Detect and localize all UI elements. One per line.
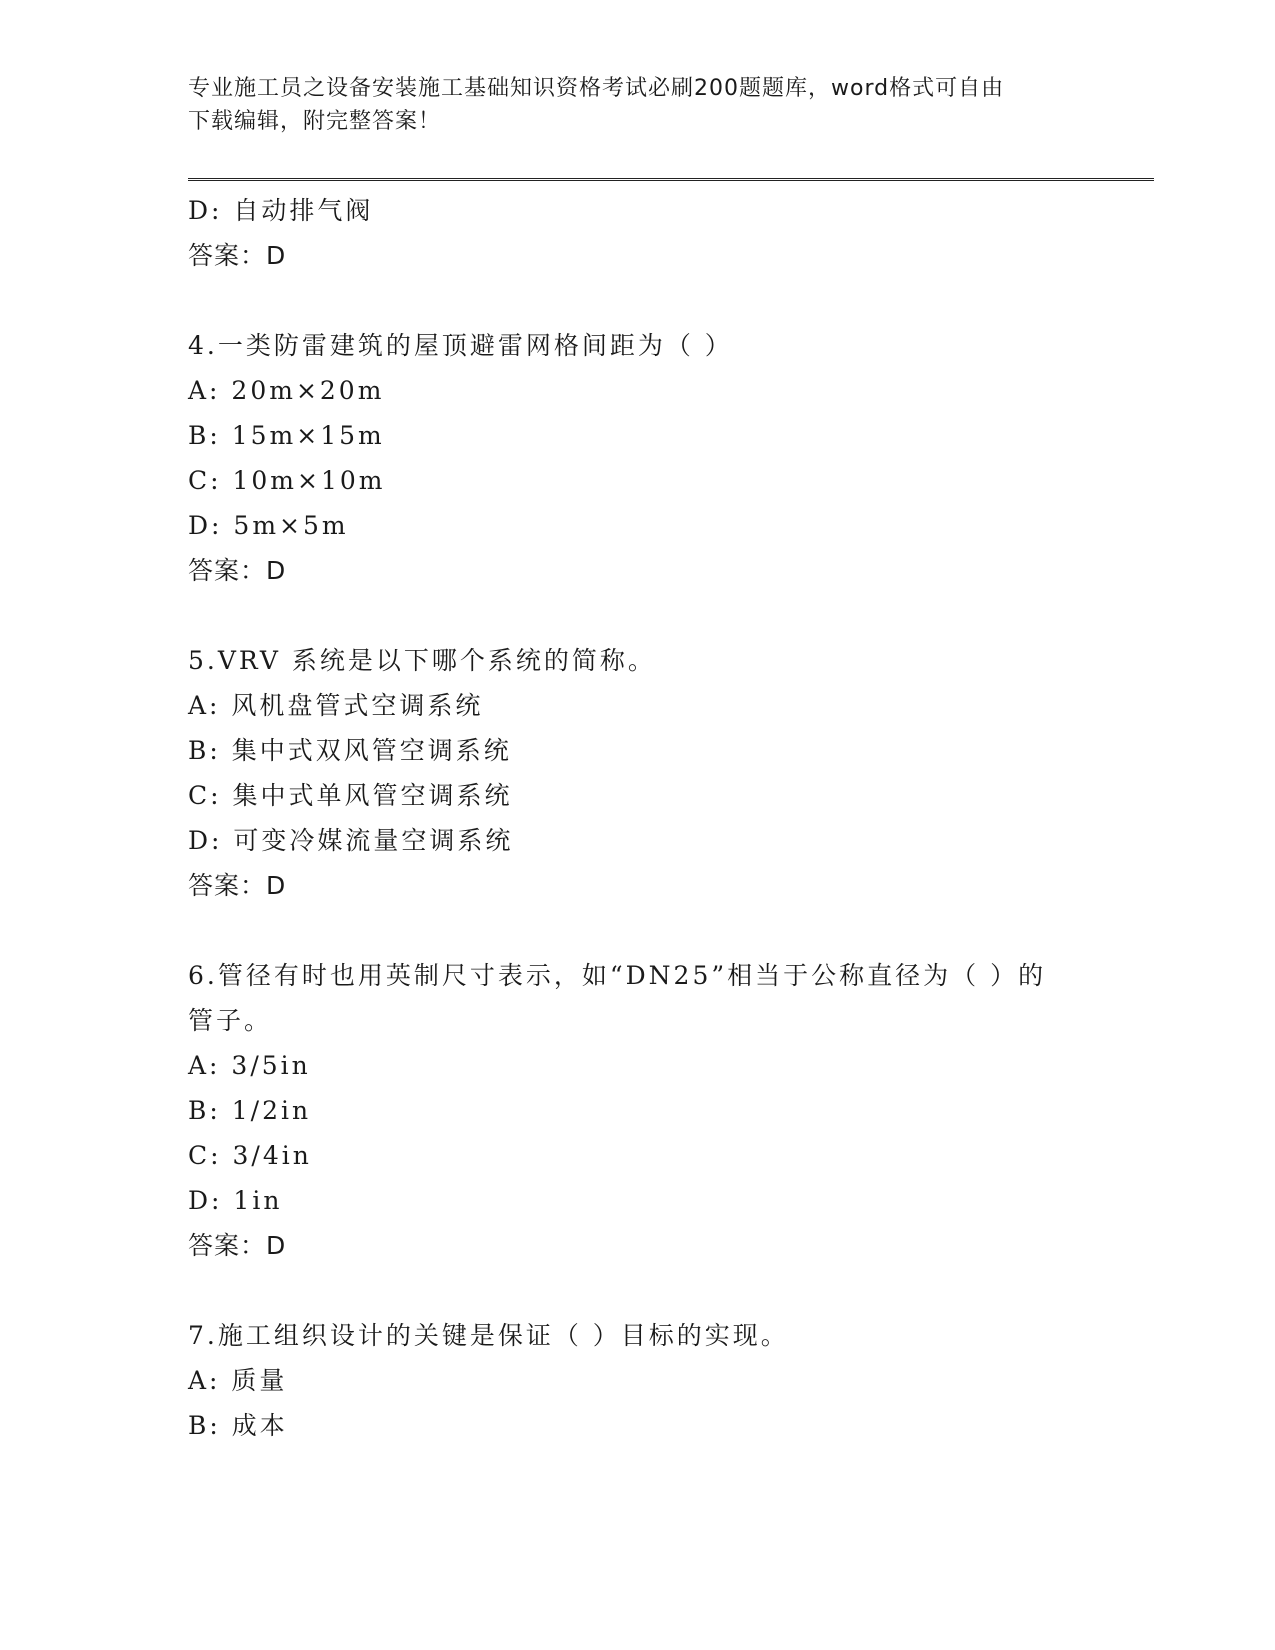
question-stem-line-2: 管子。 (188, 1006, 273, 1035)
option-d: D: 5m×5m (188, 511, 349, 540)
answer: 答案：D (188, 556, 287, 585)
answer: 答案：D (188, 871, 287, 900)
option-a: A: 风机盘管式空调系统 (188, 691, 484, 720)
header-divider (188, 178, 1154, 181)
question-7 (188, 1313, 1088, 1448)
question-4 (188, 323, 1088, 594)
option-b: B: 1/2in (188, 1096, 312, 1125)
option-a: A: 3/5in (188, 1051, 311, 1080)
option-d: D: 1in (188, 1186, 283, 1215)
option-d: D: 自动排气阀 (188, 196, 374, 225)
option-c: C: 3/4in (188, 1141, 312, 1170)
document-header (188, 72, 1088, 138)
header-title-line-1: 专业施工员之设备安装施工基础知识资格考试必刷200题题库，word格式可自由 (188, 76, 1005, 101)
question-3-tail (188, 188, 1088, 279)
option-b: B: 15m×15m (188, 421, 385, 450)
question-list (188, 188, 1088, 1448)
question-5 (188, 638, 1088, 909)
option-b: B: 集中式双风管空调系统 (188, 736, 512, 765)
question-stem: 5.VRV 系统是以下哪个系统的简称。 (188, 646, 656, 675)
answer: 答案：D (188, 1231, 287, 1260)
question-6 (188, 953, 1088, 1269)
question-stem-line-1: 6.管径有时也用英制尺寸表示，如“DN25”相当于公称直径为（ ）的 (188, 961, 1047, 990)
header-title-line-2: 下载编辑，附完整答案！ (188, 109, 442, 134)
question-stem: 7.施工组织设计的关键是保证（ ）目标的实现。 (188, 1321, 789, 1350)
option-b: B: 成本 (188, 1411, 288, 1440)
option-c: C: 集中式单风管空调系统 (188, 781, 513, 810)
option-c: C: 10m×10m (188, 466, 386, 495)
option-a: A: 质量 (188, 1366, 288, 1395)
option-a: A: 20m×20m (188, 376, 385, 405)
question-stem: 4.一类防雷建筑的屋顶避雷网格间距为（ ） (188, 331, 733, 360)
answer: 答案：D (188, 241, 287, 270)
option-d: D: 可变冷媒流量空调系统 (188, 826, 514, 855)
